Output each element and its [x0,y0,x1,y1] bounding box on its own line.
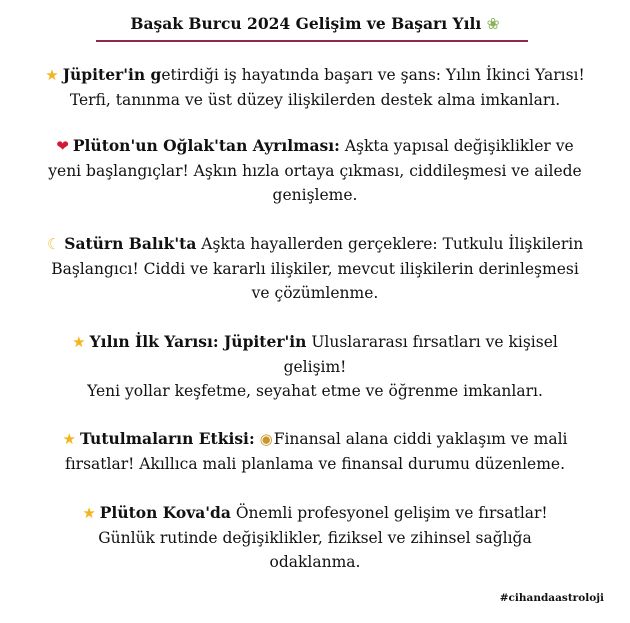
section-heading: Tutulmaların Etkisi: [79,429,255,448]
section-jupiter-career [8,63,622,112]
section-heading: Jüpiter'in g [62,65,162,84]
section-line: genişleme. [272,186,358,204]
star-icon: ★ [82,504,96,522]
section-first-half-jupiter [8,330,622,404]
section-line: Terfi, tanınma ve üst düzey ilişkilerden destek alma imkanları. [69,90,561,109]
section-heading: Yılın İlk Yarısı: Jüpiter'in [89,332,307,351]
section-saturn-pisces [8,232,622,306]
section-line: etirdiği iş hayatında başarı ve şans: Yılın İkinci Yarısı! [161,66,585,84]
star-icon: ★ [62,430,76,448]
section-line: fırsatlar! Akıllıca mali planlama ve finansal durumu düzenleme. [64,454,566,473]
section-line: Günlük rutinde değişiklikler, fiziksel ve zihinsel sağlığa [98,528,532,547]
section-line: Uluslararası fırsatları ve kişisel [306,333,558,351]
title-text: Başak Burcu 2024 Gelişim ve Başarı Yılı [130,14,482,33]
leaf-icon: ❀ [486,15,500,33]
money-bag-icon: ◉ [259,430,273,448]
title-underline [96,40,528,42]
section-pluto-capricorn [8,134,622,208]
section-line: Önemli profesyonel gelişim ve fırsatlar! [230,504,548,522]
section-line: ve çözümlenme. [251,284,379,302]
star-icon: ★ [45,66,59,84]
heart-icon: ❤ [56,137,69,155]
section-line: odaklanma. [269,553,361,571]
page-title [0,14,630,33]
section-pluto-aquarius [8,501,622,575]
section-heading: Plüton'un Oğlak'tan Ayrılması: [72,136,340,155]
section-line: Başlangıcı! Ciddi ve kararlı ilişkiler, mevcut ilişkilerin derinleşmesi [51,259,579,278]
section-line: yeni başlangıçlar! Aşkın hızla ortaya çıkması, ciddileşmesi ve ailede [48,161,582,180]
hashtag: #cihandaastroloji [499,592,604,604]
section-line: gelişim! [283,357,347,376]
section-line: Yeni yollar keşfetme, seyahat etme ve öğrenme imkanları. [87,382,543,400]
section-heading: Satürn Balık'ta [64,234,197,253]
section-line: Aşkta hayallerden gerçeklere: Tutkulu İlişkilerin [196,235,584,253]
section-heading: Plüton Kova'da [99,503,231,522]
star-icon: ★ [72,333,86,351]
crescent-moon-icon: ☾ [46,235,61,253]
section-eclipses [8,427,622,476]
section-line: Aşkta yapısal değişiklikler ve [339,137,574,155]
section-line: Finansal alana ciddi yaklaşım ve mali [273,430,568,448]
